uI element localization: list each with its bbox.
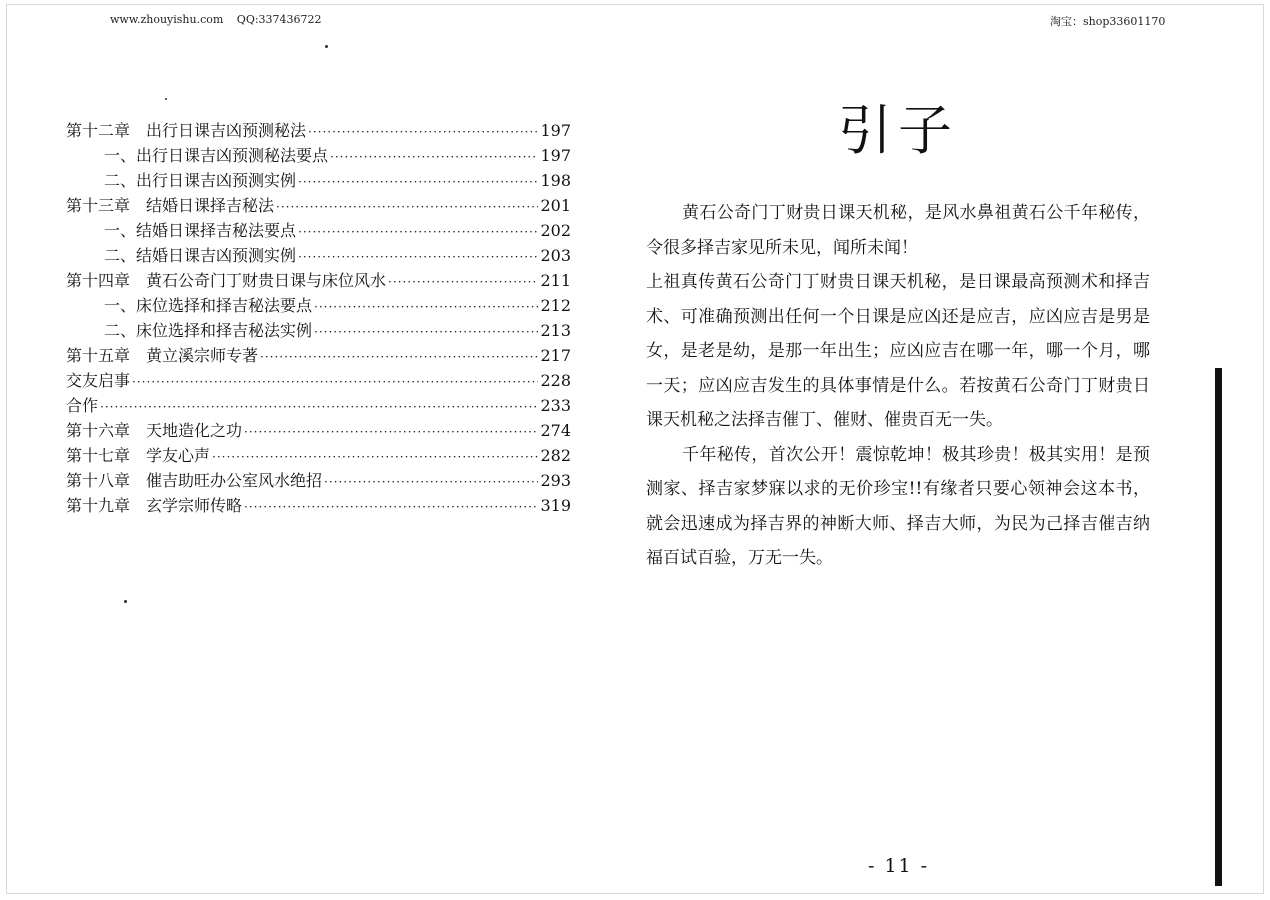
scan-speck (165, 98, 167, 100)
toc-page-number: 201 (540, 196, 571, 215)
paragraph: 千年秘传，首次公开！震惊乾坤！极其珍贵！极其实用！是预测家、择吉家梦寐以求的无价珍宝!!有缘者只要心领神会这本书，就会迅速成为择吉界的神断大师、择吉大师，为民为己择吉催吉纳福百试百验，万无一失。 (646, 444, 1150, 568)
toc-title: 一、床位选择和择吉秘法要点 (104, 296, 313, 315)
toc-title: 二、结婚日课吉凶预测实例 (104, 246, 297, 265)
toc-page-number: 211 (540, 271, 571, 290)
toc-leader-dots (212, 445, 538, 470)
toc-entry (66, 118, 571, 143)
table-of-contents (66, 118, 571, 518)
toc-leader-dots (330, 145, 538, 170)
toc-title: 第十五章 黄立溪宗师专著 (66, 346, 259, 365)
toc-title: 第十二章 出行日课吉凶预测秘法 (66, 121, 307, 140)
toc-leader-dots (314, 295, 538, 320)
toc-title: 第十九章 玄学宗师传略 (66, 496, 243, 515)
toc-page-number: 217 (540, 346, 571, 365)
toc-leader-dots (100, 395, 538, 420)
toc-page-number: 282 (540, 446, 571, 465)
toc-page-number: 293 (540, 471, 571, 490)
toc-title: 一、出行日课吉凶预测秘法要点 (104, 146, 329, 165)
toc-title: 合作 (66, 396, 99, 415)
toc-page-number: 213 (540, 321, 571, 340)
toc-title: 交友启事 (66, 371, 131, 390)
toc-page-number: 212 (540, 296, 571, 315)
toc-entry (66, 393, 571, 418)
toc-leader-dots (132, 370, 538, 395)
toc-page-number: 228 (540, 371, 571, 390)
toc-entry (66, 143, 571, 168)
toc-entry (66, 243, 571, 268)
section-title: 引子 (838, 99, 958, 162)
toc-entry (66, 218, 571, 243)
toc-leader-dots (298, 245, 538, 270)
toc-page-number: 197 (540, 121, 571, 140)
toc-title: 二、床位选择和择吉秘法实例 (104, 321, 313, 340)
scan-speck (124, 600, 127, 603)
toc-leader-dots (388, 270, 538, 295)
toc-entry (66, 418, 571, 443)
page-number: - 11 - (868, 855, 930, 877)
toc-entry (66, 193, 571, 218)
toc-page-number: 197 (540, 146, 571, 165)
toc-leader-dots (298, 170, 538, 195)
toc-leader-dots (324, 470, 538, 495)
toc-leader-dots (260, 345, 538, 370)
toc-title: 第十六章 天地造化之功 (66, 421, 243, 440)
scan-speck (325, 45, 328, 48)
toc-entry (66, 343, 571, 368)
toc-page-number: 203 (540, 246, 571, 265)
binding-edge-line (1215, 368, 1222, 886)
toc-page-number: 198 (540, 171, 571, 190)
toc-entry (66, 293, 571, 318)
toc-entry (66, 368, 571, 393)
header-left (110, 13, 322, 26)
toc-page-number: 233 (540, 396, 571, 415)
paragraph: 黄石公奇门丁财贵日课天机秘，是风水鼻祖黄石公千年秘传，令很多择吉家见所未见，闻所未闻！ (646, 203, 1150, 258)
toc-page-number: 202 (540, 221, 571, 240)
toc-leader-dots (298, 220, 538, 245)
toc-leader-dots (314, 320, 538, 345)
paragraph: 上祖真传黄石公奇门丁财贵日课天机秘，是日课最高预测术和择吉术、可准确预测出任何一个日课是应凶还是应吉，应凶应吉是男是女，是老是幼，是那一年出生；应凶应吉在哪一年，哪一个月，哪一天；应凶应吉发生的具体事情是什么。若按黄石公奇门丁财贵日课天机秘之法择吉催丁、催财、催贵百无一失。 (646, 272, 1150, 430)
header-website: www.zhouyishu.com (110, 13, 224, 26)
toc-entry (66, 443, 571, 468)
toc-title: 第十八章 催吉助旺办公室风水绝招 (66, 471, 323, 490)
toc-page-number: 274 (540, 421, 571, 440)
toc-title: 第十七章 学友心声 (66, 446, 211, 465)
toc-title: 一、结婚日课择吉秘法要点 (104, 221, 297, 240)
toc-entry (66, 168, 571, 193)
toc-title: 第十四章 黄石公奇门丁财贵日课与床位风水 (66, 271, 387, 290)
header-qq: QQ:337436722 (236, 13, 322, 26)
toc-entry (66, 493, 571, 518)
toc-entry (66, 318, 571, 343)
toc-entry (66, 268, 571, 293)
toc-title: 二、出行日课吉凶预测实例 (104, 171, 297, 190)
toc-leader-dots (276, 195, 538, 220)
toc-title: 第十三章 结婚日课择吉秘法 (66, 196, 275, 215)
header-shop: 淘宝：shop33601170 (1050, 15, 1166, 28)
toc-page-number: 319 (540, 496, 571, 515)
toc-leader-dots (308, 120, 538, 145)
toc-leader-dots (244, 420, 538, 445)
toc-leader-dots (244, 495, 538, 520)
toc-entry (66, 468, 571, 493)
body-text (646, 196, 1150, 576)
